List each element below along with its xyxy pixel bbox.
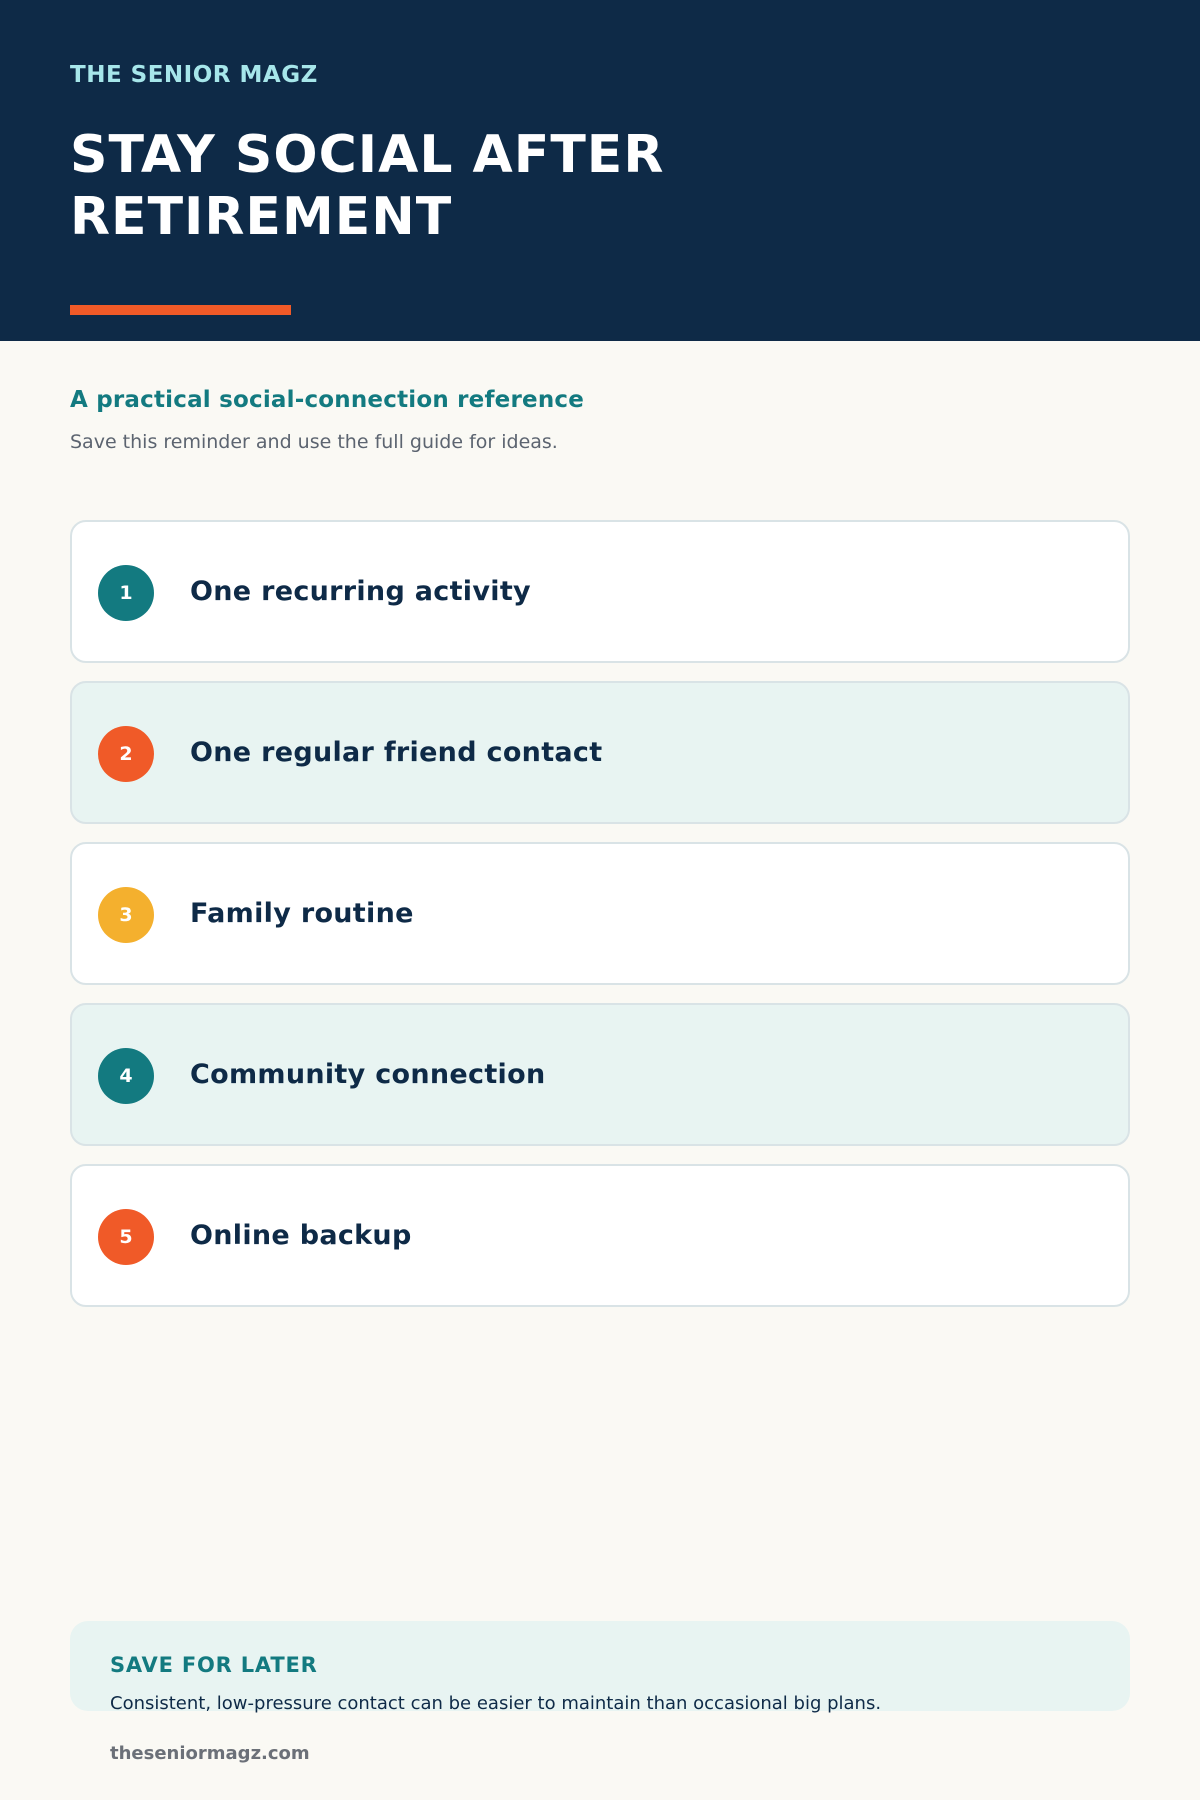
- checklist: [70, 520, 1130, 1325]
- number-badge: 1: [98, 565, 154, 621]
- list-item-label: Family routine: [190, 898, 414, 929]
- number-badge: 4: [98, 1048, 154, 1104]
- brand-name: THE SENIOR MAGZ: [70, 62, 318, 88]
- number-badge: 3: [98, 887, 154, 943]
- title-accent-bar: [70, 305, 291, 315]
- list-item: [70, 520, 1130, 663]
- number-badge: 5: [98, 1209, 154, 1265]
- header-banner: [0, 0, 1200, 341]
- list-item: [70, 681, 1130, 824]
- intro-text: Save this reminder and use the full guide for ideas.: [70, 431, 558, 453]
- list-item-label: One recurring activity: [190, 576, 531, 607]
- list-item: [70, 1003, 1130, 1146]
- list-item: [70, 842, 1130, 985]
- save-for-later-title: SAVE FOR LATER: [110, 1653, 318, 1677]
- list-item: [70, 1164, 1130, 1307]
- list-item-label: Community connection: [190, 1059, 546, 1090]
- section-subtitle: A practical social-connection reference: [70, 387, 585, 413]
- save-for-later-text: Consistent, low-pressure contact can be easier to maintain than occasional big plans.: [110, 1693, 882, 1714]
- list-item-label: One regular friend contact: [190, 737, 603, 768]
- page-title: STAY SOCIAL AFTER RETIREMENT: [70, 125, 665, 247]
- number-badge: 2: [98, 726, 154, 782]
- website-link[interactable]: theseniormagz.com: [110, 1743, 310, 1764]
- list-item-label: Online backup: [190, 1220, 412, 1251]
